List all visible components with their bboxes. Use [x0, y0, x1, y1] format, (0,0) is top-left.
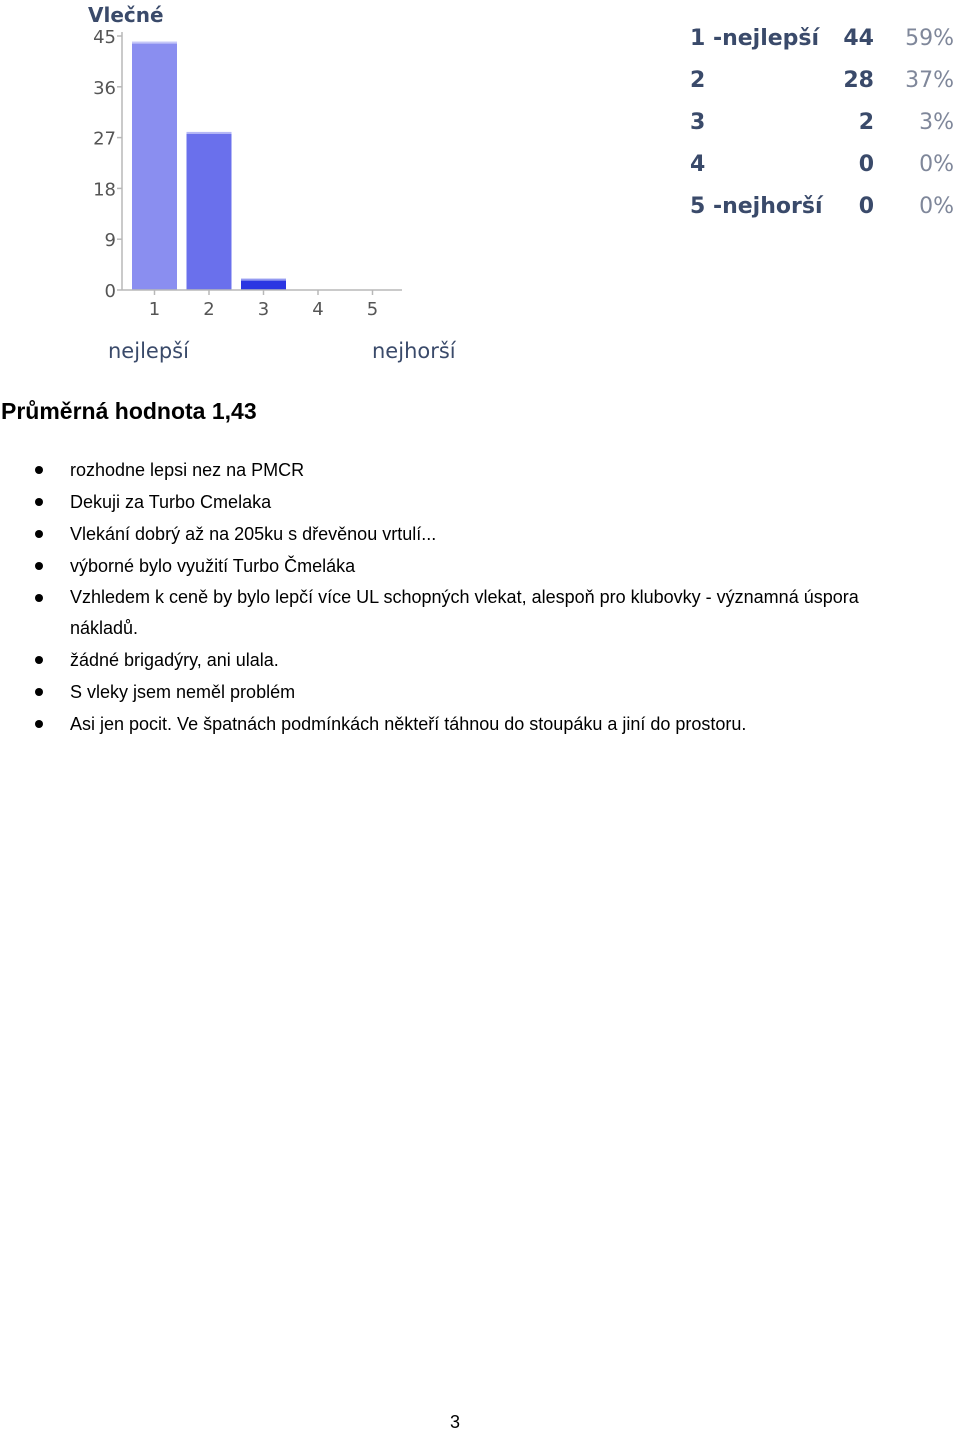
x-tick-label: 4 [312, 299, 324, 320]
summary-count: 28 [843, 68, 874, 93]
summary-count: 44 [843, 26, 874, 51]
comment-item [0, 582, 910, 644]
bullet-icon [35, 498, 43, 506]
x-tick-label: 1 [148, 299, 161, 320]
x-tick-label: 3 [257, 299, 270, 320]
summary-count: 2 [858, 110, 874, 135]
y-tick-label: 27 [93, 128, 116, 150]
y-tick-label: 9 [104, 230, 116, 252]
x-annotation-left: nejlepší [108, 339, 189, 363]
comment-item [0, 644, 910, 676]
x-axis [122, 290, 402, 320]
comments-list [0, 454, 910, 740]
bullet-icon [35, 656, 43, 664]
summary-row [690, 26, 960, 68]
summary-percent: 59% [905, 26, 954, 51]
bullet-icon [35, 530, 43, 538]
average-heading: Průměrná hodnota 1,43 [1, 398, 257, 424]
summary-row [690, 110, 960, 152]
bar-highlight [187, 132, 232, 134]
comment-text: Vzhledem k ceně by bylo lepčí více UL schopných vlekat, alespoň pro klubovky - významná úspora nákladů. [70, 587, 859, 638]
summary-count: 0 [858, 152, 874, 177]
y-axis [93, 27, 122, 302]
y-tick-label: 45 [93, 27, 116, 48]
x-tick-label: 5 [366, 299, 379, 320]
bar-chart [0, 0, 480, 380]
bullet-icon [35, 562, 43, 570]
chart-svg [0, 0, 480, 380]
chart-title: Vlečné [88, 3, 164, 27]
comment-item [0, 486, 910, 518]
x-annotation-right: nejhorší [372, 339, 456, 363]
comment-text: S vleky jsem neměl problém [70, 682, 296, 702]
summary-percent: 0% [919, 194, 954, 219]
comment-item [0, 550, 910, 582]
x-tick-label: 2 [203, 299, 215, 320]
bar [132, 42, 177, 290]
comment-item [0, 708, 910, 740]
comment-text: Dekuji za Turbo Cmelaka [70, 492, 272, 512]
bar [187, 132, 232, 290]
comment-item [0, 454, 910, 486]
bar-highlight [241, 279, 286, 281]
page-number: 3 [449, 1412, 460, 1432]
bar-highlight [132, 42, 177, 44]
summary-percent: 0% [919, 152, 954, 177]
comment-text: výborné bylo využití Turbo Čmeláka [70, 556, 356, 576]
comment-text: rozhodne lepsi nez na PMCR [70, 460, 305, 480]
comment-item [0, 676, 910, 708]
summary-row [690, 152, 960, 194]
y-tick-label: 36 [93, 77, 116, 99]
y-tick-label: 0 [104, 281, 116, 302]
comment-text: Vlekání dobrý až na 205ku s dřevěnou vrtulí... [70, 524, 437, 544]
summary-table [690, 26, 960, 236]
comment-text: žádné brigadýry, ani ulala. [70, 650, 279, 670]
summary-row [690, 68, 960, 110]
summary-count: 0 [858, 194, 874, 219]
summary-percent: 37% [905, 68, 954, 93]
y-tick-label: 18 [93, 179, 116, 201]
summary-label: 5 -nejhorší [690, 194, 823, 219]
bullet-icon [35, 720, 43, 728]
bars [132, 42, 286, 290]
summary-label: 3 [690, 110, 706, 135]
bullet-icon [35, 688, 43, 696]
bullet-icon [35, 466, 43, 474]
summary-row [690, 194, 960, 236]
comment-item [0, 518, 910, 550]
bullet-icon [35, 594, 43, 602]
summary-label: 2 [690, 68, 706, 93]
summary-label: 4 [690, 152, 706, 177]
comment-text: Asi jen pocit. Ve špatnách podmínkách někteří táhnou do stoupáku a jiní do prostoru. [70, 714, 747, 734]
summary-label: 1 -nejlepší [690, 26, 820, 51]
summary-percent: 3% [919, 110, 954, 135]
